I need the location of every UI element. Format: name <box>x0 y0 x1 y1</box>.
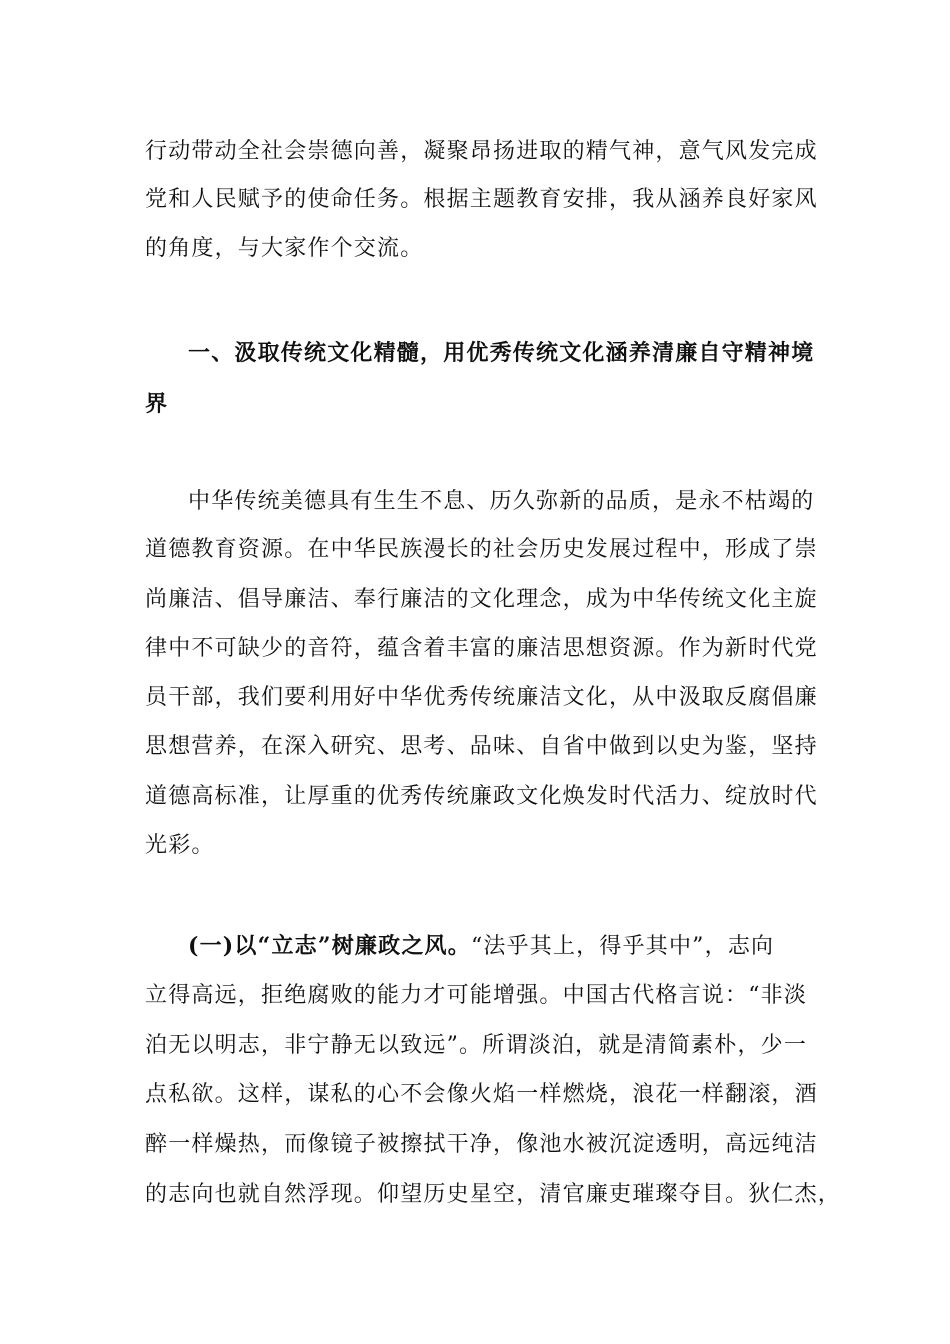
subsection-heading: (一)以“立志”树廉政之风。 <box>188 933 471 959</box>
section-body-line-5: 员干部，我们要利用好中华优秀传统廉洁文化，从中汲取反腐倡廉 <box>145 685 818 710</box>
subsection-first-line <box>188 931 838 962</box>
section-body-line-3: 尚廉洁、倡导廉洁、奉行廉洁的文化理念，成为中华传统文化主旋 <box>145 587 818 612</box>
section-body-line-8: 光彩。 <box>145 833 215 858</box>
section-body-line-6: 思想营养，在深入研究、思考、品味、自省中做到以史为鉴，坚持 <box>145 734 818 759</box>
subsection-line-3: 泊无以明志，非宁静无以致远”。所谓淡泊，就是清简素朴，少一 <box>145 1033 808 1058</box>
section-heading-line-2: 界 <box>145 391 169 417</box>
subsection-line-5: 醉一样燥热，而像镜子被擦拭干净，像池水被沉淀透明，高远纯洁 <box>145 1132 818 1157</box>
intro-line-1: 行动带动全社会崇德向善，凝聚昂扬进取的精气神，意气风发完成 <box>145 139 818 164</box>
section-heading-line-1: 一、汲取传统文化精髓，用优秀传统文化涵养清廉自守精神境 <box>188 340 815 366</box>
intro-line-2: 党和人民赋予的使命任务。根据主题教育安排，我从涵养良好家风 <box>145 187 818 212</box>
subsection-line-4: 点私欲。这样，谋私的心不会像火焰一样燃烧，浪花一样翻滚，酒 <box>145 1082 818 1107</box>
subsection-line-6: 的志向也就自然浮现。仰望历史星空，清官廉吏璀璨夺目。狄仁杰， <box>145 1182 842 1207</box>
section-body-line-2: 道德教育资源。在中华民族漫长的社会历史发展过程中，形成了崇 <box>145 537 818 562</box>
intro-line-3: 的角度，与大家作个交流。 <box>145 236 424 261</box>
section-body-line-1: 中华传统美德具有生生不息、历久弥新的品质，是永不枯竭的 <box>188 489 815 514</box>
subsection-first-line-text: “法乎其上，得乎其中”，志向 <box>470 934 775 959</box>
subsection-line-2: 立得高远，拒绝腐败的能力才可能增强。中国古代格言说：“非淡 <box>145 983 808 1008</box>
section-body-line-4: 律中不可缺少的音符，蕴含着丰富的廉洁思想资源。作为新时代党 <box>145 636 818 661</box>
section-body-line-7: 道德高标准，让厚重的优秀传统廉政文化焕发时代活力、绽放时代 <box>145 784 818 809</box>
